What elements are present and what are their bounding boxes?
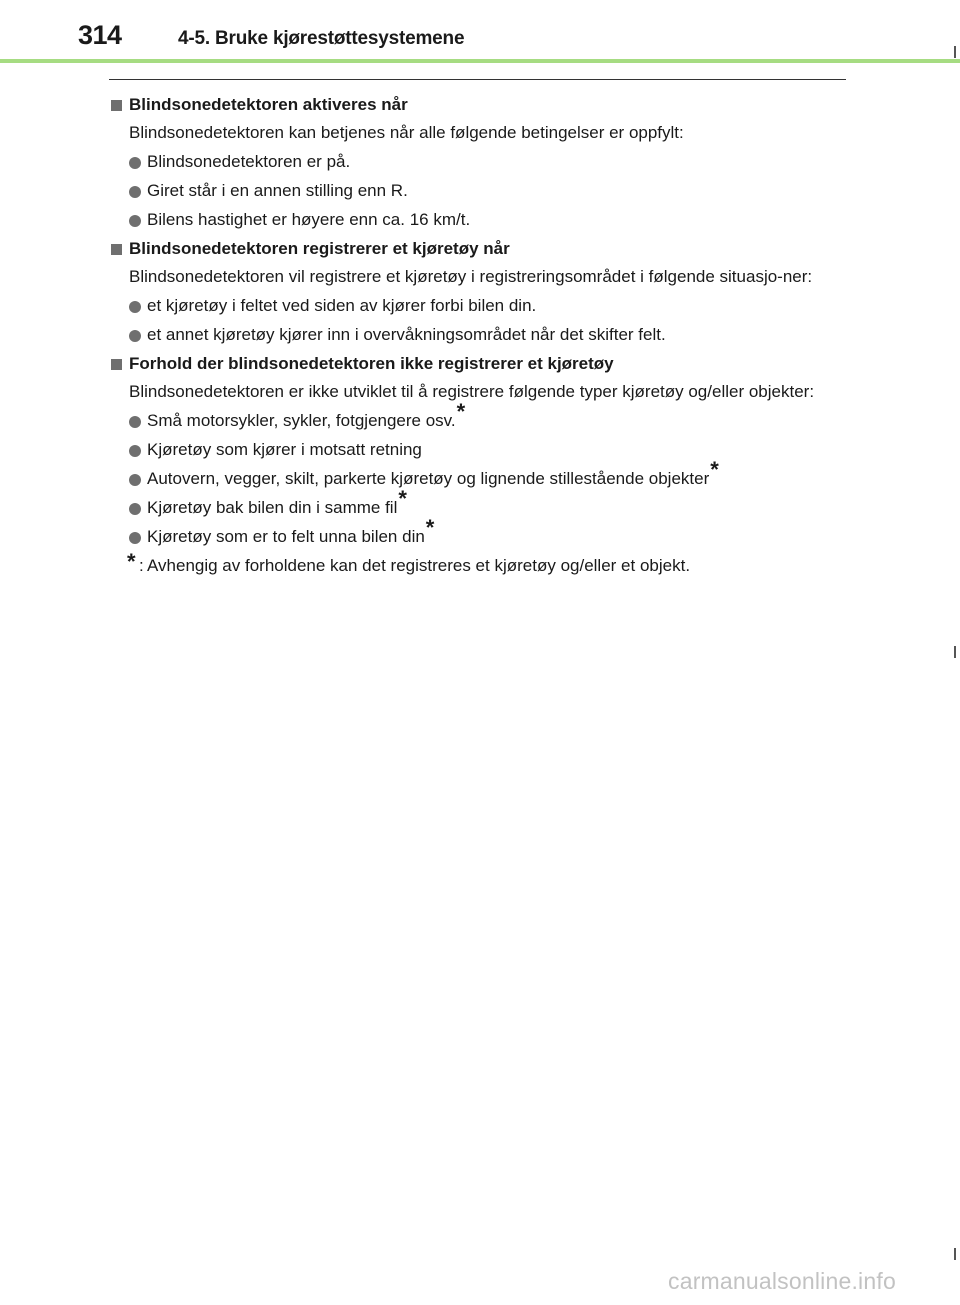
section-heading xyxy=(109,353,846,375)
circle-bullet-icon xyxy=(129,301,141,313)
circle-bullet-icon xyxy=(129,532,141,544)
footnote-star: * xyxy=(398,486,407,511)
list-item-text: et annet kjøretøy kjører inn i overvåkningsområdet når det skifter felt. xyxy=(147,325,666,344)
list-item-text: Autovern, vegger, skilt, parkerte kjøretøy og lignende stillestående objekter xyxy=(147,469,710,488)
circle-bullet-icon xyxy=(129,416,141,428)
page-header xyxy=(0,0,960,64)
list-item-text: et kjøretøy i feltet ved siden av kjører forbi bilen din. xyxy=(147,296,537,315)
section-intro: Blindsonedetektoren kan betjenes når alle følgende betingelser er oppfylt: xyxy=(129,123,684,142)
circle-bullet-icon xyxy=(129,330,141,342)
circle-bullet-icon xyxy=(129,503,141,515)
circle-bullet-icon xyxy=(129,215,141,227)
section-heading-text: Blindsonedetektoren registrerer et kjøretøy når xyxy=(129,239,510,258)
list-item xyxy=(109,295,846,317)
circle-bullet-icon xyxy=(129,445,141,457)
footnote-separator: : xyxy=(139,556,144,575)
section-intro: Blindsonedetektoren er ikke utviklet til å registrere følgende typer kjøretøy og/eller objekter: xyxy=(129,382,815,401)
content-divider xyxy=(109,79,846,80)
list-item-text: Kjøretøy som kjører i motsatt retning xyxy=(147,440,422,459)
section-heading-text: Forhold der blindsonedetektoren ikke registrerer et kjøretøy xyxy=(129,354,614,373)
header-rule xyxy=(0,59,960,63)
list-item-text: Kjøretøy som er to felt unna bilen din xyxy=(147,527,425,546)
list-item-text: Bilens hastighet er høyere enn ca. 16 km/t. xyxy=(147,210,471,229)
list-item xyxy=(109,399,846,432)
footnote-star: * xyxy=(456,399,466,424)
list-item xyxy=(109,457,846,490)
footnote-text: Avhengig av forholdene kan det registreres et kjøretøy og/eller et objekt. xyxy=(147,556,691,575)
watermark: carmanualsonline.info xyxy=(668,1268,896,1294)
list-item xyxy=(109,180,846,202)
list-item xyxy=(109,209,846,231)
list-item xyxy=(109,439,846,461)
section-intro: Blindsonedetektoren vil registrere et kjøretøy i registreringsområdet i følgende situasjo-ner: xyxy=(129,267,813,286)
footnote-star: * xyxy=(710,457,719,482)
edge-mark xyxy=(954,646,956,658)
page-number: 314 xyxy=(78,20,122,50)
square-bullet-icon xyxy=(111,244,122,255)
section-heading-text: Blindsonedetektoren aktiveres når xyxy=(129,95,408,114)
list-item-text: Giret står i en annen stilling enn R. xyxy=(147,181,408,200)
footnote-star: * xyxy=(425,515,435,540)
content-area xyxy=(109,79,846,577)
chapter-title: 4-5. Bruke kjørestøttesystemene xyxy=(178,28,465,49)
square-bullet-icon xyxy=(111,100,122,111)
square-bullet-icon xyxy=(111,359,122,370)
list-item-text: Kjøretøy bak bilen din i samme fil xyxy=(147,498,398,517)
list-item-text: Blindsonedetektoren er på. xyxy=(147,152,351,171)
section-heading xyxy=(109,238,846,260)
list-item xyxy=(109,515,846,548)
list-item xyxy=(109,486,846,519)
circle-bullet-icon xyxy=(129,186,141,198)
footnote xyxy=(109,549,846,577)
circle-bullet-icon xyxy=(129,474,141,486)
list-item xyxy=(109,151,846,173)
section-heading xyxy=(109,94,846,116)
list-item-text: Små motorsykler, sykler, fotgjengere osv. xyxy=(147,411,456,430)
footnote-mark: * xyxy=(127,549,136,574)
edge-mark xyxy=(954,1248,956,1260)
edge-mark xyxy=(954,46,956,58)
list-item xyxy=(109,324,846,346)
circle-bullet-icon xyxy=(129,157,141,169)
